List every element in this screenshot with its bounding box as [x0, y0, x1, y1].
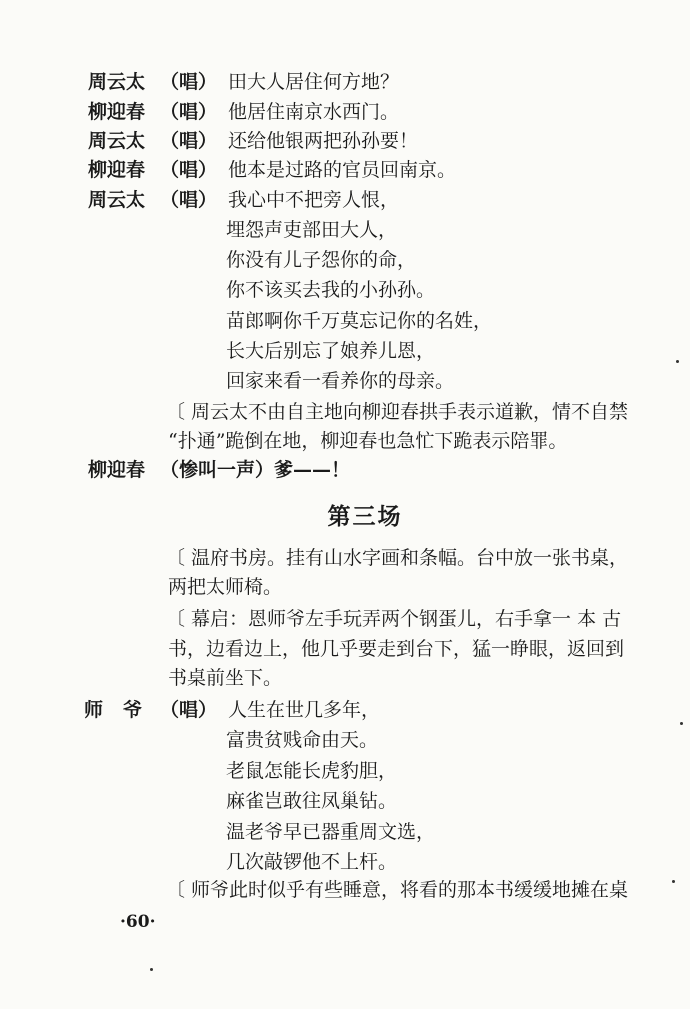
- verse-line: 几次敲锣他不上杆。: [226, 851, 398, 873]
- stage-direction: 两把太师椅。: [168, 576, 283, 598]
- scene-title: 第三场: [327, 503, 403, 530]
- stage-direction: 〔 幕启：恩师爷左手玩弄两个钢蛋儿，右手拿一 本 古: [166, 608, 622, 630]
- verse-line: 回家来看一看养你的母亲。: [226, 370, 455, 392]
- sing-marker: （唱）: [160, 130, 218, 152]
- verse-line: 长大后别忘了娘养儿恩，: [226, 340, 436, 362]
- verse-line: 富贵贫贱命由天。: [226, 729, 379, 751]
- sing-marker: （唱）: [160, 699, 218, 721]
- page-number: ·60·: [120, 912, 156, 932]
- stage-direction: 书，边看边上，他几乎要走到台下，猛一睁眼，返回到: [168, 638, 625, 660]
- speaker-name: 柳迎春: [88, 159, 146, 181]
- verse-line: 埋怨声吏部田大人，: [226, 219, 398, 241]
- speaker-name: 师爷: [84, 699, 163, 721]
- speaker-name: 周云太: [88, 189, 146, 211]
- scan-speck: [672, 880, 675, 883]
- dialogue-text: 还给他银两把孙孙要！: [228, 130, 419, 152]
- dialogue-text: 人生在世几多年，: [228, 699, 381, 721]
- dialogue-text: 田大人居住何方地？: [228, 71, 400, 93]
- scan-speck: [676, 360, 679, 363]
- verse-line: 老鼠怎能长虎豹胆，: [226, 760, 398, 782]
- dialogue-text: 他居住南京水西门。: [228, 101, 400, 123]
- sing-marker: （唱）: [160, 101, 218, 123]
- dialogue-text: 我心中不把旁人恨，: [228, 189, 400, 211]
- dialogue-text: 他本是过路的官员回南京。: [228, 159, 457, 181]
- speaker-name: 周云太: [88, 71, 146, 93]
- stage-direction: 书桌前坐下。: [168, 667, 283, 689]
- verse-line: 你不该买去我的小孙孙。: [226, 279, 436, 301]
- stage-direction: 〔 温府书房。挂有山水字画和条幅。台中放一张书桌，: [166, 547, 629, 569]
- speaker-name: 周云太: [88, 130, 146, 152]
- stage-direction: 〔 师爷此时似乎有些睡意，将看的那本书缓缓地摊在桌: [166, 879, 629, 901]
- speaker-name: 柳迎春: [88, 459, 146, 481]
- verse-line: 苗郎啊你千万莫忘记你的名姓，: [226, 310, 493, 332]
- verse-line: 温老爷早已器重周文选，: [226, 821, 436, 843]
- sing-marker: （唱）: [160, 71, 218, 93]
- stage-direction: “扑通”跪倒在地，柳迎春也急忙下跪表示陪罪。: [168, 430, 568, 452]
- speaker-name: 柳迎春: [88, 101, 146, 123]
- sing-marker: （唱）: [160, 159, 218, 181]
- verse-line: 你没有儿子怨你的命，: [226, 249, 417, 271]
- sing-marker: （唱）: [160, 189, 218, 211]
- scan-speck: [150, 968, 153, 971]
- dialogue-text: （惨叫一声）爹——！: [160, 459, 351, 481]
- stage-direction: 〔 周云太不由自主地向柳迎春拱手表示道歉，情不自禁: [166, 401, 629, 423]
- verse-line: 麻雀岂敢往凤巢钻。: [226, 790, 398, 812]
- scan-speck: [680, 722, 683, 725]
